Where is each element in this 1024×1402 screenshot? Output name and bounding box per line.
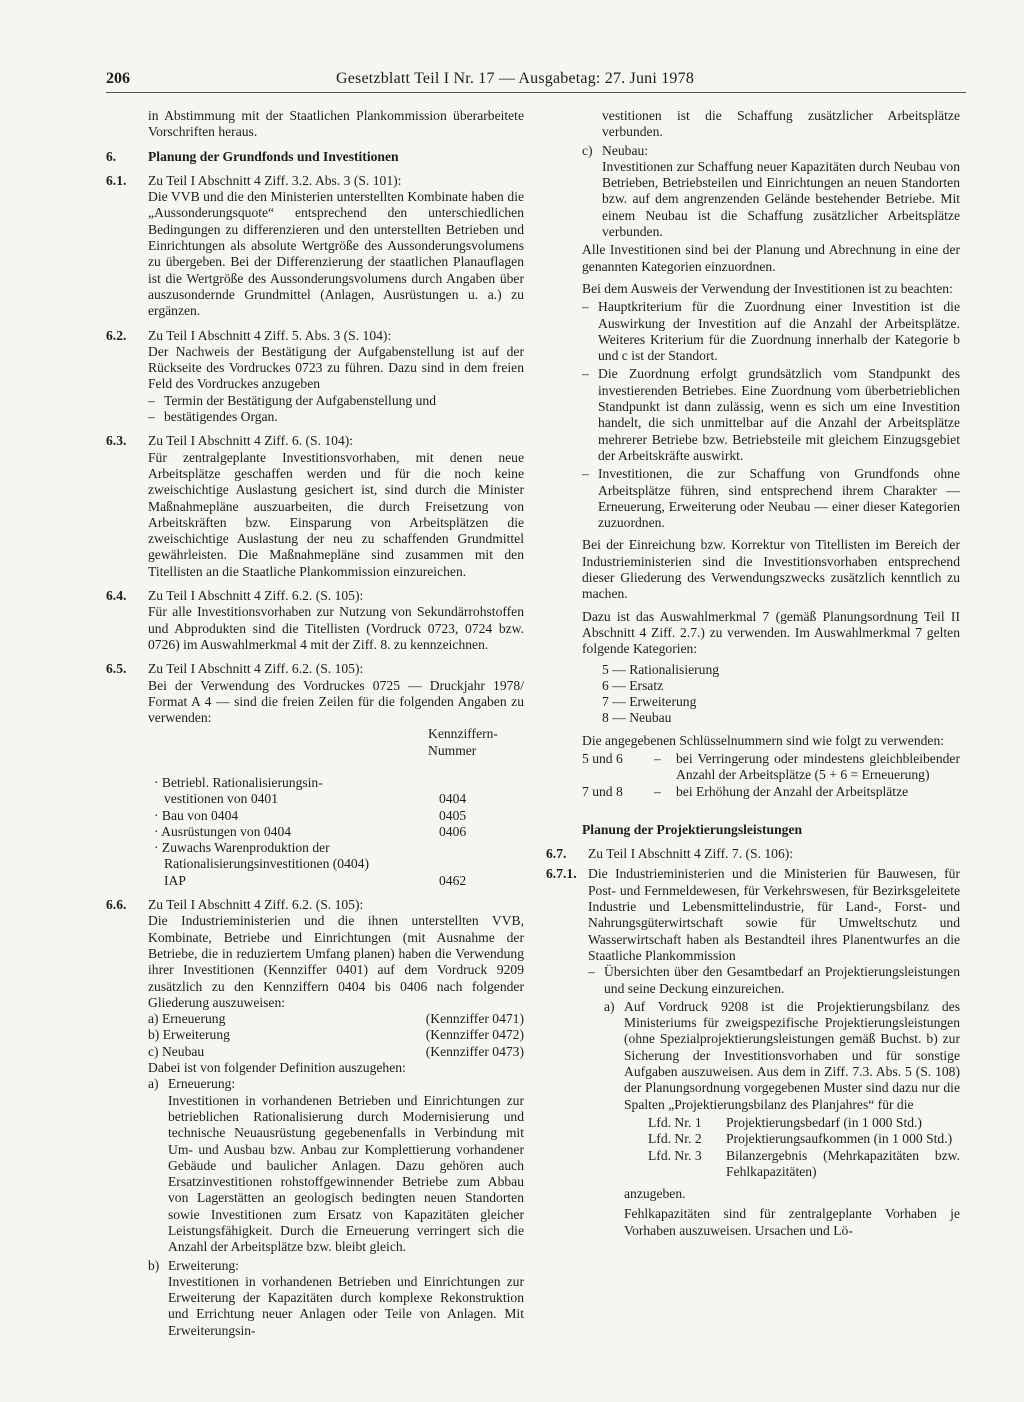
table-row — [148, 824, 524, 840]
right-column — [546, 108, 960, 1247]
row-label: · Zuwachs Warenproduktion der — [154, 840, 330, 856]
right-body — [546, 242, 960, 838]
intro-block — [106, 108, 524, 141]
section-reference: Zu Teil I Abschnitt 4 Ziff. 6.2. (S. 105): — [148, 897, 364, 913]
section-reference: Zu Teil I Abschnitt 4 Ziff. 6.2. (S. 105): — [148, 661, 364, 677]
section-6-5 — [106, 661, 524, 889]
section-text: Die Industrieministerien und die ihnen unterstellten VVB, Kombinate, Betriebe und Einrichtungen (mit Ausnahme der Betriebe, die in reduziertem Umfang planen) haben die Verwendung ihrer Investitionen (Kennziffer 0401) auf dem Vordruck 9209 zusätzlich zu den Kennziffern 0404 bis 0406 nach folgender Gliederung auszuweisen: — [148, 913, 524, 1010]
lfd-text: Projektierungsaufkommen (in 1 000 Std.) — [726, 1131, 953, 1147]
section-reference: Zu Teil I Abschnitt 4 Ziff. 7. (S. 106): — [588, 846, 794, 862]
paragraph: Bei dem Ausweis der Verwendung der Investitionen ist zu beachten: — [582, 280, 953, 296]
list-label: a) Erneuerung — [148, 1011, 226, 1027]
paragraph: Die angegebenen Schlüsselnummern sind wie folgt zu verwenden: — [582, 732, 945, 748]
section-text: Die Industrieministerien und die Ministerien für Bauwesen, für Post- und Fernmeldewesen, für Verkehrswesen, für Bezirksgeleitete Industrie und Lebensmittelindustrie, für Land-, Forst- und Nahrungsgüterwirtschaft sowie für Umweltschutz und Wasserwirtschaft haben als Bestandteil ihres Planentwurfes an die Staatliche Plankommission — [588, 866, 960, 963]
row-label: IAP — [164, 872, 186, 888]
definition-text: Investitionen in vorhandenen Betrieben und Einrichtungen zur Erweiterung der Kapazitäten durch komplexe Rekonstruktion und Errichtung neuer Anlagen oder Teile von Anlagen. Mit Erweiterungsin- — [168, 1273, 524, 1338]
intro-text: in Abstimmung mit der Staatlichen Plankommission überarbeitete Vorschriften heraus. — [148, 108, 524, 140]
row-value — [439, 856, 524, 872]
row-value: 0462 — [439, 872, 467, 888]
dash-item: – Termin der Bestätigung der Aufgabenstellung und — [148, 393, 524, 409]
section-number: 6.5. — [106, 661, 127, 677]
kennziffer-header-line-1: Kennziffern- — [428, 726, 498, 742]
subitem-a — [604, 999, 960, 1113]
list-item — [148, 1011, 524, 1027]
list-item: 5 — Rationalisierung — [602, 661, 720, 677]
list-kennziffer: (Kennziffer 0471) — [425, 1011, 524, 1027]
section-6-2 — [106, 328, 524, 426]
list-item: 8 — Neubau — [602, 710, 672, 726]
row-value: 0405 — [439, 807, 467, 823]
section-number: 6.7. — [546, 846, 567, 862]
kennziffer-header-line-2: Nummer — [428, 742, 477, 758]
paragraph: Fehlkapazitäten sind für zentralgeplante Vorhaben je Vorhaben auszuweisen. Ursachen und Lö- — [624, 1206, 960, 1238]
continuation — [546, 108, 960, 141]
continuation-text: vestitionen ist die Schaffung zusätzlicher Arbeitsplätze verbunden. — [602, 108, 960, 140]
list-item — [148, 1027, 524, 1043]
lfd-text: Bilanzergebnis (Mehrkapazitäten bzw. Fehlkapazitäten) — [726, 1147, 960, 1179]
row-label: · Ausrüstungen von 0404 — [154, 823, 292, 839]
row-label: vestitionen von 0401 — [164, 791, 279, 807]
key-numbers: 7 und 8 — [582, 783, 623, 799]
key-numbers: 5 und 6 — [582, 750, 623, 766]
page-header — [106, 70, 966, 93]
left-column — [106, 108, 524, 1347]
definition-title: Neubau: — [602, 142, 649, 158]
kennziffer-table — [148, 775, 524, 889]
lfd-row — [588, 1148, 960, 1181]
lfd-text: Projektierungsbedarf (in 1 000 Std.) — [726, 1114, 922, 1130]
section-number: 6.4. — [106, 588, 127, 604]
list-item: 6 — Ersatz — [602, 677, 664, 693]
section-reference: Zu Teil I Abschnitt 4 Ziff. 3.2. Abs. 3 (S. 101): — [148, 172, 402, 188]
section-number: 6.3. — [106, 433, 127, 449]
definition-letter: b) — [148, 1257, 160, 1273]
definition-letter: c) — [582, 142, 593, 158]
section-text: Für zentralgeplante Investitionsvorhaben, mit denen neue Arbeitsplätze geschaffen werden und für die noch keine zweischichtige Auslastung gesichert ist, sind durch die Minister Maßnahmepläne auszuarbeiten, die durch Freisetzung von Arbeitskräften bzw. Einsparung von Arbeitsplätzen die zweischichtige Auslastung der neu zu schaffenden Grundmittel gewährleisten. Die Maßnahmepläne sind zusammen mit den Titellisten an die Staatliche Plankommission einzureichen. — [148, 449, 524, 579]
table-row — [148, 840, 524, 856]
definition-c — [546, 143, 960, 241]
section-number: 6.7.1. — [546, 866, 577, 882]
table-row — [148, 873, 524, 889]
lfd-number: Lfd. Nr. 3 — [648, 1147, 702, 1163]
definition-text: Investitionen zur Schaffung neuer Kapazitäten durch Neubau von Betrieben, Betriebsteilen und Einrichtungen an neuen Standorten bzw. auf dem angrenzenden Gelände bestehender Betriebe. Mit einem Neubau ist die Schaffung zusätzlicher Arbeitsplätze verbunden. — [602, 158, 960, 240]
definition-b — [148, 1258, 524, 1339]
key-usage-row — [582, 784, 960, 800]
dash-item: – Investitionen, die zur Schaffung von Grundfonds ohne Arbeitsplätze führen, sind entsprechend ihrem Charakter — Erneuerung, Erweiterung oder Neubau — einer dieser Kategorien zuzuordnen. — [582, 466, 960, 531]
section-6-3 — [106, 433, 524, 580]
row-label: · Betriebl. Rationalisierungsin- — [154, 774, 323, 790]
section-6-6 — [106, 897, 524, 1339]
definition-title: Erweiterung: — [168, 1257, 239, 1273]
section-number: 6. — [106, 148, 117, 164]
section-reference: Zu Teil I Abschnitt 4 Ziff. 6.2. (S. 105): — [148, 588, 364, 604]
definition-letter: a) — [148, 1076, 159, 1092]
list-item: 7 — Erweiterung — [602, 694, 697, 710]
row-value: 0406 — [439, 823, 467, 839]
row-value — [439, 840, 524, 856]
section-text: Bei der Verwendung des Vordruckes 0725 — Druckjahr 1978/ Format A 4 — sind die freien Zeilen für die folgenden Angaben zu verwenden: — [148, 677, 524, 726]
category-list — [582, 662, 960, 727]
table-row — [148, 791, 524, 807]
section-title: Planung der Grundfonds und Investitionen — [148, 148, 399, 164]
section-6-7-1 — [546, 866, 960, 1239]
section-number: 6.6. — [106, 897, 127, 913]
list-kennziffer: (Kennziffer 0472) — [425, 1027, 524, 1043]
section-6 — [106, 149, 524, 165]
definition-intro: Dabei ist von folgender Definition auszugehen: — [148, 1060, 406, 1076]
subitem-text: Auf Vordruck 9208 ist die Projektierungsbilanz des Ministeriums für zweigspezifische Projektierungsleistungen (ohne Spezialprojektierungsleistungen gemäß Buchst. b) zur Sicherung der Investitionsvorhaben und für sonstige Aufgaben auszuweisen. Aus dem in Ziff. 7.3. Abs. 5 (S. 108) der Planungsordnung vorgegebenen Muster sind dazu nur die Spalten „Projektierungsbilanz des Planjahres“ für die — [624, 998, 960, 1112]
lfd-row — [588, 1131, 960, 1147]
section-text: Der Nachweis der Bestätigung der Aufgabenstellung ist auf der Rückseite des Vordruckes 0723 zu führen. Dazu sind in dem freien Feld des Vordruckes anzugeben — [148, 343, 524, 392]
definition-text: Investitionen in vorhandenen Betrieben und Einrichtungen zur betrieblichen Rationalisierung durch Modernisierung und technische Neuausrüstung gegebenenfalls in Verbindung mit Um- und Ausbau bzw. Anbau zur Komplettierung vorhandener Gebäude und baulicher Anlagen. Dazu gehören auch Ersatzinvestitionen rohstoffgewinnender Betriebe zum Abbau von Lagerstätten an geologisch bedingten neuen Standorten sowie Investitionen zum Ersatz von Kapazitäten gleicher Leistungsfähigkeit. Durch die Erneuerung verringert sich die Anzahl der Arbeitsplätze bzw. bleibt gleich. — [168, 1092, 524, 1255]
subitem-letter: a) — [604, 998, 615, 1014]
section-number: 6.2. — [106, 327, 127, 343]
section-reference: Zu Teil I Abschnitt 4 Ziff. 6. (S. 104): — [148, 433, 354, 449]
paragraph: Bei der Einreichung bzw. Korrektur von Titellisten im Bereich der Industrieministerien sind die Investitionsvorhaben entsprechend dieser Gliederung des Verwendungszwecks zusätzlich kenntlich zu machen. — [582, 537, 960, 602]
list-label: b) Erweiterung — [148, 1027, 230, 1043]
row-label: · Bau von 0404 — [154, 807, 239, 823]
key-description: – bei Verringerung oder mindestens gleichbleibender Anzahl der Arbeitsplätze (5 + 6 = Erneuerung) — [654, 751, 960, 784]
subsection-heading: Planung der Projektierungsleistungen — [582, 821, 803, 837]
row-label: Rationalisierungsinvestitionen (0404) — [164, 856, 370, 872]
row-value — [439, 775, 524, 791]
section-reference: Zu Teil I Abschnitt 4 Ziff. 5. Abs. 3 (S. 104): — [148, 327, 392, 343]
section-6-1 — [106, 173, 524, 320]
dash-item: – Übersichten über den Gesamtbedarf an Projektierungsleistungen und seine Deckung einzureichen. — [588, 964, 960, 997]
definition-title: Erneuerung: — [168, 1076, 236, 1092]
page-number: 206 — [106, 70, 130, 87]
paragraph: Alle Investitionen sind bei der Planung und Abrechnung in eine der genannten Kategorien einzuordnen. — [582, 242, 960, 274]
section-6-4 — [106, 588, 524, 653]
kennziffer-header — [148, 726, 524, 759]
list-label: c) Neubau — [148, 1043, 205, 1059]
row-value: 0404 — [439, 791, 467, 807]
section-6-7 — [546, 846, 960, 862]
table-row — [148, 775, 524, 791]
paragraph: Dazu ist das Auswahlmerkmal 7 (gemäß Planungsordnung Teil II Abschnitt 4 Ziff. 2.7.) zu verwenden. Im Auswahlmerkmal 7 gelten folgende Kategorien: — [582, 608, 960, 657]
list-item — [148, 1044, 524, 1060]
paragraph: anzugeben. — [624, 1186, 686, 1202]
section-number: 6.1. — [106, 172, 127, 188]
definition-a — [148, 1076, 524, 1255]
dash-item: – Die Zuordnung erfolgt grundsätzlich vom Standpunkt des investierenden Betriebes. Eine Zuordnung vom überbetrieblichen Standpunkt ist dann zulässig, wenn es sich um eine Investition handelt, die sich unmittelbar auf die Anzahl der Arbeitsplätze mehrerer Betriebe bzw. Betriebsteile mit gleichem Einzugsgebiet der Arbeitskräfte auswirkt. — [582, 366, 960, 464]
dash-item: – Hauptkriterium für die Zuordnung einer Investition ist die Auswirkung der Investition auf die Anzahl der Arbeitsplätze. Weiteres Kriterium für die Zuordnung innerhalb der Kategorie b und c ist der Standort. — [582, 299, 960, 364]
lfd-number: Lfd. Nr. 2 — [648, 1131, 702, 1147]
table-row — [148, 808, 524, 824]
dash-item: – bestätigendes Organ. — [148, 409, 524, 425]
lfd-number: Lfd. Nr. 1 — [648, 1114, 702, 1130]
list-kennziffer: (Kennziffer 0473) — [425, 1043, 524, 1059]
table-row — [148, 856, 524, 872]
section-text: Für alle Investitionsvorhaben zur Nutzung von Sekundärrohstoffen und Abprodukten sind die Titellisten (Vordruck 0723, 0724 bzw. 0726) im Auswahlmerkmal 4 mit der Ziff. 8. zu kennzeichnen. — [148, 604, 524, 652]
section-text: Die VVB und die den Ministerien unterstellten Kombinate haben die „Aussonderungsquote“ entsprechend den unterschiedlichen Bedingungen zu differenzieren und den unterstellten Betrieben und Einrichtungen als absolute Wertgröße des Aussonderungsvolumens zu übergeben. Bei der Differenzierung der staatlichen Planauflagen ist die Wertgröße des Aussonderungsvolumens durch Angaben über auszusondernde Grundmittel (Anlagen, Ausrüstungen u. a.) zu ergänzen. — [148, 189, 524, 319]
lfd-row — [588, 1115, 960, 1131]
header-title: Gesetzblatt Teil I Nr. 17 — Ausgabetag: 27. Juni 1978 — [336, 70, 695, 87]
key-usage-row — [582, 751, 960, 784]
key-description: – bei Erhöhung der Anzahl der Arbeitsplätze — [654, 784, 960, 800]
